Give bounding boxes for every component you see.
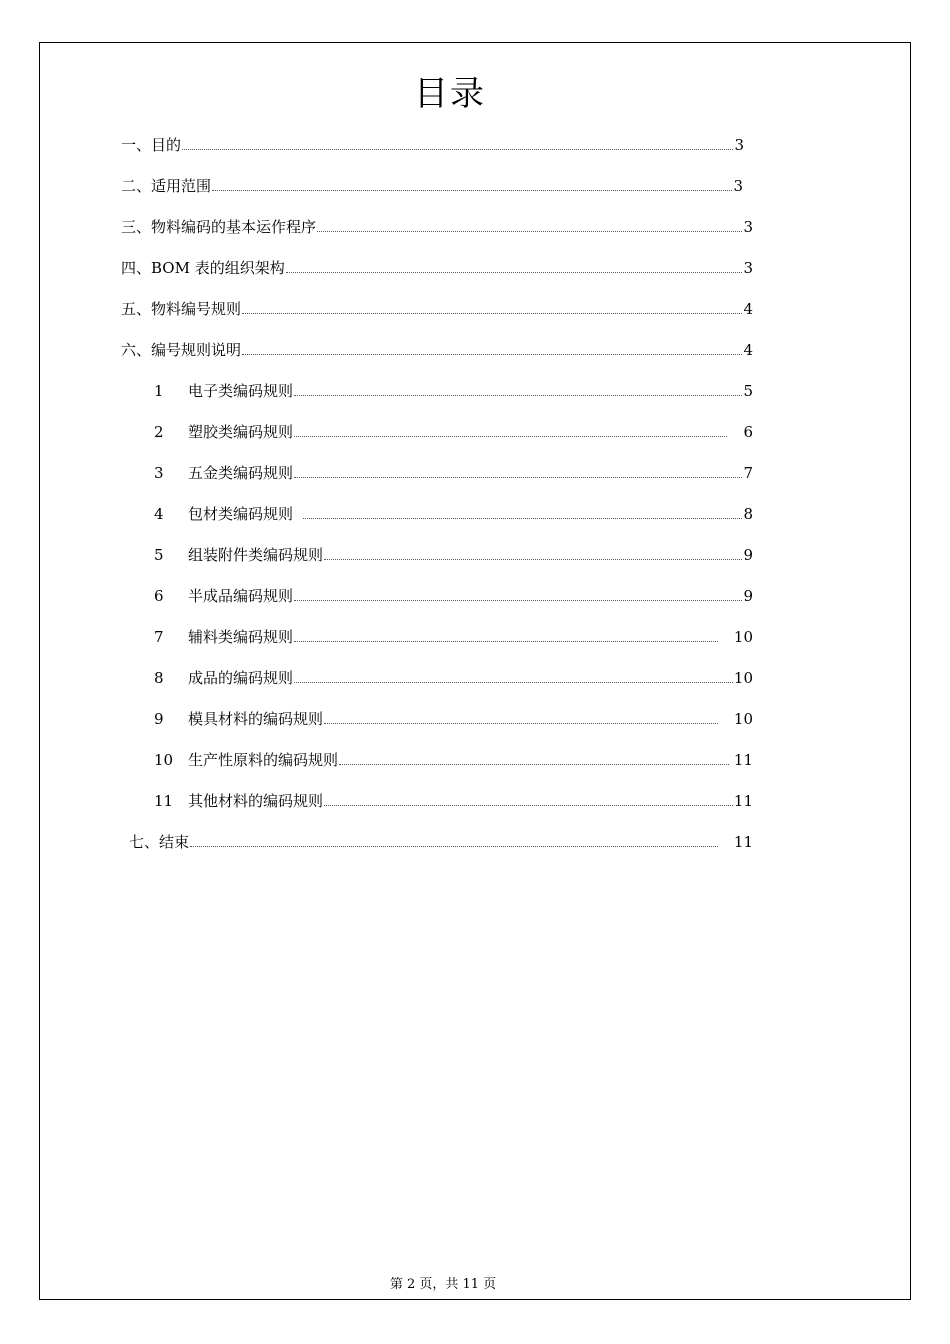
toc-subentry-number: 10 <box>154 751 174 769</box>
toc-leader-dots <box>317 230 742 232</box>
toc-entry[interactable] <box>121 297 753 319</box>
toc-entry-label: 六、编号规则说明 <box>121 341 242 359</box>
toc-entry-page: 10 <box>733 628 753 646</box>
toc-leader-dots <box>324 558 742 560</box>
toc-subentry-number: 4 <box>154 505 164 523</box>
toc-leader-dots <box>294 394 742 396</box>
toc-leader-dots <box>190 845 718 847</box>
toc-subentry-number: 7 <box>154 628 164 646</box>
toc-subentry-number: 8 <box>154 669 164 687</box>
toc-subentry[interactable] <box>154 584 753 606</box>
toc-entry-label: 生产性原料的编码规则 <box>188 751 339 769</box>
toc-entry-label: 二、适用范围 <box>121 177 212 195</box>
toc-entry-page: 11 <box>733 751 753 769</box>
toc-subentry-number: 6 <box>154 587 164 605</box>
toc-subentry[interactable] <box>154 789 753 811</box>
toc-entry-page: 9 <box>743 546 753 564</box>
toc-entry-label: 辅料类编码规则 <box>188 628 294 646</box>
toc-entry-label: 四、BOM 表的组织架构 <box>121 259 285 277</box>
toc-entry-label: 七、结束 <box>129 833 190 851</box>
toc-subentry-number: 9 <box>154 710 164 728</box>
toc-entry[interactable] <box>121 215 753 237</box>
toc-entry[interactable] <box>121 133 744 155</box>
toc-entry-label: 电子类编码规则 <box>188 382 294 400</box>
toc-subentry[interactable] <box>154 707 753 729</box>
toc-entry-page: 11 <box>733 792 753 810</box>
toc-leader-dots <box>324 804 733 806</box>
toc-subentry[interactable] <box>154 420 753 442</box>
toc-entry-page: 4 <box>743 300 753 318</box>
toc-entry-label: 模具材料的编码规则 <box>188 710 324 728</box>
toc-entry-label: 组装附件类编码规则 <box>188 546 324 564</box>
toc-leader-dots <box>294 476 742 478</box>
toc-subentry[interactable] <box>154 543 753 565</box>
toc-entry-label: 三、物料编码的基本运作程序 <box>121 218 317 236</box>
toc-entry-page: 6 <box>743 423 753 441</box>
toc-subentry[interactable] <box>154 666 753 688</box>
toc-leader-dots <box>294 435 727 437</box>
toc-subentry-number: 2 <box>154 423 164 441</box>
toc-entry-page: 10 <box>733 710 753 728</box>
toc-leader-dots <box>242 312 742 314</box>
toc-leader-dots <box>324 722 718 724</box>
toc-leader-dots <box>303 517 742 519</box>
toc-entry-page: 8 <box>743 505 753 523</box>
toc-leader-dots <box>242 353 742 355</box>
toc-subentry[interactable] <box>154 379 753 401</box>
toc-entry-label: 五金类编码规则 <box>188 464 294 482</box>
page-footer: 第 2 页，共 11 页 <box>389 1277 497 1292</box>
toc-subentry[interactable] <box>154 625 753 647</box>
toc-entry-page: 7 <box>743 464 753 482</box>
toc-entry-page: 3 <box>734 136 744 154</box>
toc-title: 目录 <box>414 74 486 114</box>
toc-entry[interactable] <box>121 256 753 278</box>
toc-subentry[interactable] <box>154 461 753 483</box>
toc-subentry[interactable] <box>154 502 753 524</box>
toc-subentry[interactable] <box>154 748 753 770</box>
toc-entry-label: 其他材料的编码规则 <box>188 792 324 810</box>
toc-subentry-number: 11 <box>154 792 174 810</box>
toc-entry-page: 9 <box>743 587 753 605</box>
toc-leader-dots <box>294 599 742 601</box>
toc-leader-dots <box>339 763 729 765</box>
toc-leader-dots <box>294 681 733 683</box>
toc-subentry-number: 5 <box>154 546 164 564</box>
toc-entry-label: 半成品编码规则 <box>188 587 294 605</box>
toc-entry-label: 塑胶类编码规则 <box>188 423 294 441</box>
toc-entry[interactable] <box>129 830 753 852</box>
toc-leader-dots <box>212 189 732 191</box>
toc-entry-label: 一、目的 <box>121 136 182 154</box>
toc-leader-dots <box>286 271 743 273</box>
toc-subentry-number: 3 <box>154 464 164 482</box>
toc-leader-dots <box>294 640 718 642</box>
toc-entry[interactable] <box>121 338 753 360</box>
toc-entry-page: 3 <box>743 259 753 277</box>
toc-subentry-number: 1 <box>154 382 164 400</box>
toc-entry-page: 3 <box>733 177 743 195</box>
toc-entry-page: 10 <box>733 669 753 687</box>
toc-entry-page: 4 <box>743 341 753 359</box>
toc-entry-label: 五、物料编号规则 <box>121 300 242 318</box>
toc-entry[interactable] <box>121 174 743 196</box>
toc-entry-label: 成品的编码规则 <box>188 669 294 687</box>
toc-entry-label: 包材类编码规则 <box>188 505 294 523</box>
toc-entry-page: 5 <box>743 382 753 400</box>
toc-entry-page: 11 <box>733 833 753 851</box>
toc-entry-page: 3 <box>743 218 753 236</box>
toc-leader-dots <box>182 148 733 150</box>
